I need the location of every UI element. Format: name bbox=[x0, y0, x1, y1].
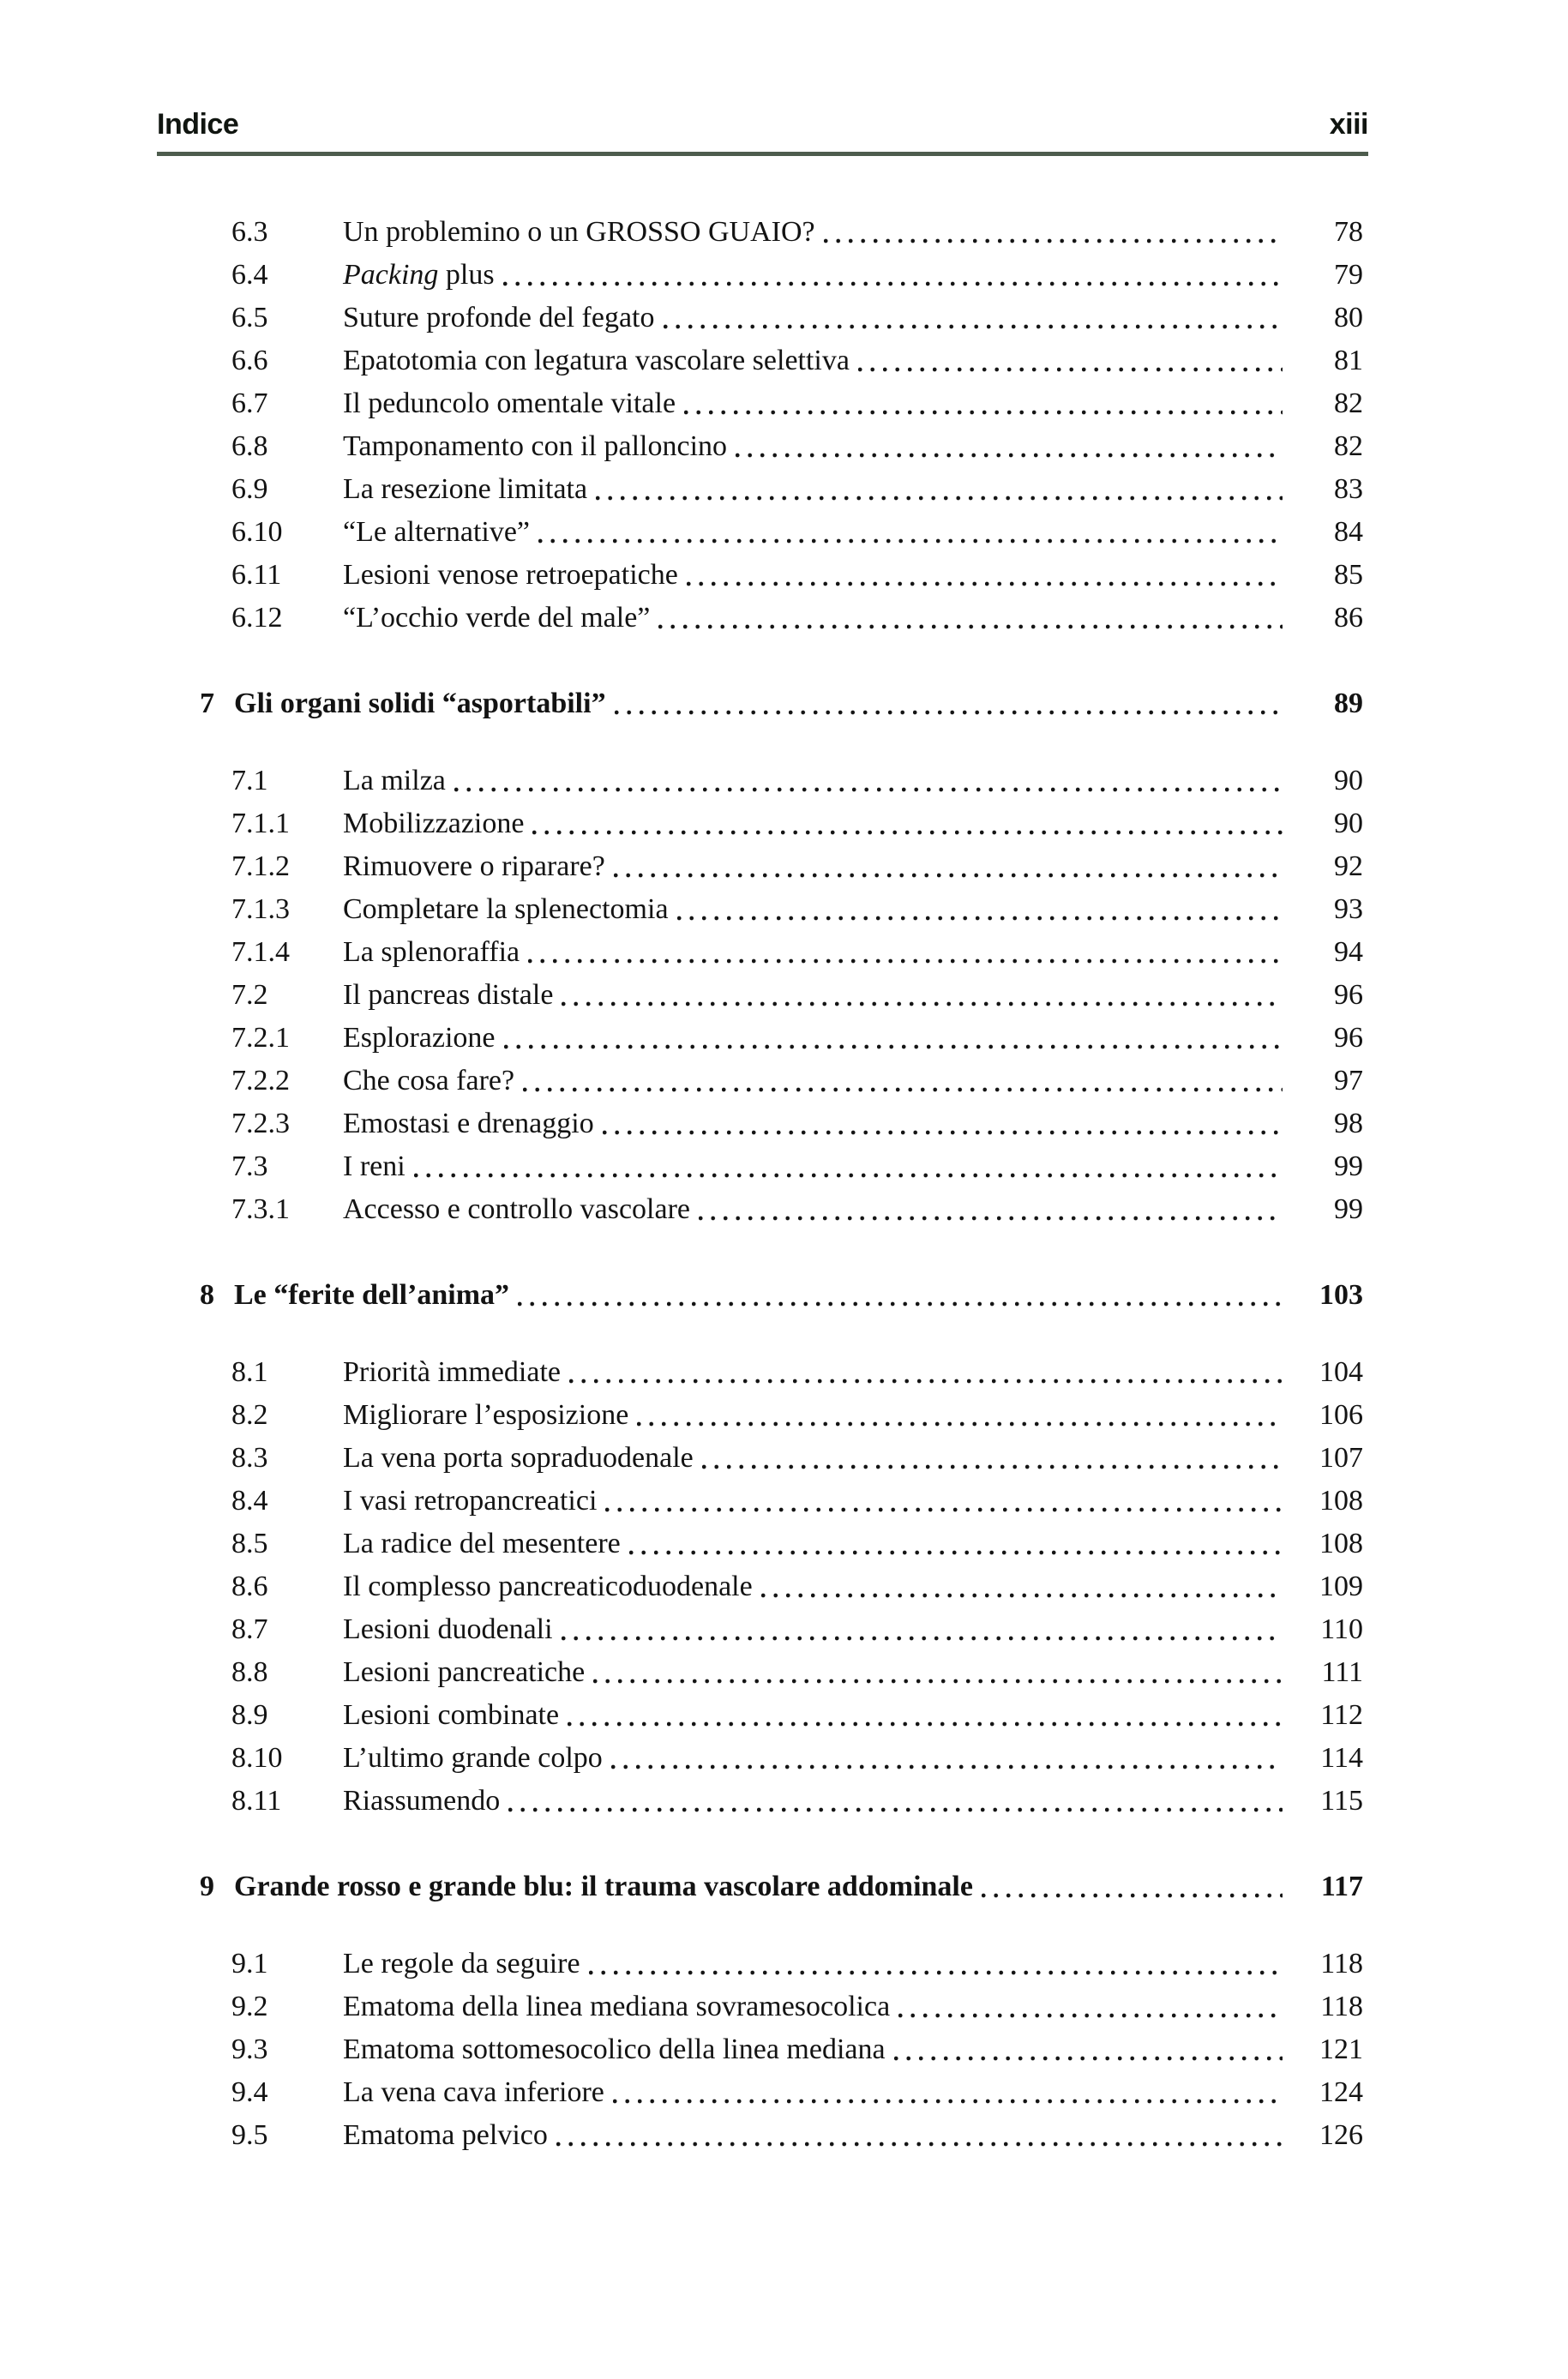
entry-page: 96 bbox=[1334, 1022, 1363, 1054]
entry-number: 8.2 bbox=[231, 1399, 268, 1431]
running-head-page-roman: xiii bbox=[1329, 108, 1368, 141]
entry-title: Che cosa fare? bbox=[343, 1065, 515, 1096]
entry-title: Gli organi solidi “asportabili” bbox=[234, 688, 606, 719]
toc-section-entry bbox=[231, 760, 1363, 802]
entry-number: 8.10 bbox=[231, 1742, 283, 1774]
dot-leader bbox=[603, 1130, 1283, 1135]
dot-leader bbox=[677, 916, 1283, 921]
entry-page: 108 bbox=[1319, 1485, 1363, 1517]
dot-leader bbox=[684, 410, 1283, 415]
page-header bbox=[157, 108, 1368, 141]
toc-section-entry bbox=[231, 1651, 1363, 1694]
entry-number: 6.11 bbox=[231, 559, 282, 591]
entry-page: 106 bbox=[1319, 1399, 1363, 1431]
dot-leader bbox=[637, 1421, 1283, 1427]
toc-section-entry bbox=[231, 425, 1363, 468]
dot-leader bbox=[518, 1301, 1283, 1307]
entry-page: 107 bbox=[1319, 1442, 1363, 1474]
entry-title: La splenoraffia bbox=[343, 936, 520, 968]
entry-title: L’ultimo grande colpo bbox=[343, 1742, 603, 1774]
entry-title: Emostasi e drenaggio bbox=[343, 1108, 594, 1139]
entry-title: I reni bbox=[343, 1150, 406, 1182]
dot-leader bbox=[736, 453, 1283, 458]
entry-title: Il complesso pancreaticoduodenale bbox=[343, 1571, 753, 1602]
entry-page: 110 bbox=[1320, 1613, 1363, 1645]
dot-leader bbox=[658, 624, 1283, 629]
dot-leader bbox=[982, 1893, 1283, 1898]
entry-page: 85 bbox=[1334, 559, 1363, 591]
toc-section-entry bbox=[231, 1188, 1363, 1231]
toc-section-entry bbox=[231, 1694, 1363, 1737]
entry-number: 8.7 bbox=[231, 1613, 268, 1645]
toc-section-entry bbox=[231, 254, 1363, 297]
entry-number: 9 bbox=[200, 1871, 214, 1902]
entry-page: 89 bbox=[1334, 688, 1363, 719]
toc-section-entry bbox=[231, 468, 1363, 511]
entry-page: 103 bbox=[1319, 1279, 1363, 1311]
entry-title: Migliorare l’esposizione bbox=[343, 1399, 629, 1431]
entry-title: “Le alternative” bbox=[343, 516, 531, 548]
entry-title: La radice del mesentere bbox=[343, 1528, 621, 1559]
header-rule bbox=[157, 152, 1368, 156]
toc-section-entry bbox=[231, 931, 1363, 974]
entry-title: Le “ferite dell’anima” bbox=[234, 1279, 510, 1311]
toc-section-entry bbox=[231, 2071, 1363, 2114]
entry-title: Riassumendo bbox=[343, 1785, 501, 1817]
dot-leader bbox=[664, 324, 1283, 329]
dot-leader bbox=[508, 1807, 1283, 1812]
dot-leader bbox=[593, 1679, 1283, 1684]
toc-section-entry bbox=[231, 1102, 1363, 1145]
entry-title: Esplorazione bbox=[343, 1022, 496, 1054]
running-head-title: Indice bbox=[157, 108, 239, 141]
entry-page: 94 bbox=[1334, 936, 1363, 968]
toc-list bbox=[200, 211, 1363, 2157]
dot-leader bbox=[504, 1044, 1283, 1049]
toc-section-entry bbox=[231, 339, 1363, 382]
dot-leader bbox=[562, 1636, 1283, 1641]
entry-number: 7.3.1 bbox=[231, 1193, 290, 1225]
entry-number: 6.6 bbox=[231, 345, 268, 376]
toc-section-entry bbox=[231, 597, 1363, 640]
dot-leader bbox=[569, 1379, 1283, 1384]
entry-title: Tamponamento con il palloncino bbox=[343, 430, 728, 462]
entry-title: Lesioni pancreatiche bbox=[343, 1656, 586, 1688]
entry-number: 9.4 bbox=[231, 2076, 268, 2108]
toc-section-entry bbox=[231, 1351, 1363, 1394]
toc-section-entry bbox=[231, 2114, 1363, 2157]
entry-number: 8.9 bbox=[231, 1699, 268, 1731]
entry-page: 121 bbox=[1319, 2034, 1363, 2065]
entry-page: 93 bbox=[1334, 893, 1363, 925]
entry-number: 9.3 bbox=[231, 2034, 268, 2065]
toc-section-entry bbox=[231, 1565, 1363, 1608]
toc-section-entry bbox=[231, 802, 1363, 845]
toc-chapter-entry bbox=[200, 1865, 1363, 1908]
dot-leader bbox=[605, 1507, 1283, 1512]
entry-page: 90 bbox=[1334, 808, 1363, 839]
dot-leader bbox=[894, 2056, 1283, 2061]
entry-number: 7.1.3 bbox=[231, 893, 290, 925]
dot-leader bbox=[761, 1593, 1283, 1598]
entry-page: 104 bbox=[1319, 1356, 1363, 1388]
entry-title: Lesioni duodenali bbox=[343, 1613, 553, 1645]
entry-number: 8.11 bbox=[231, 1785, 282, 1817]
entry-page: 109 bbox=[1319, 1571, 1363, 1602]
entry-page: 84 bbox=[1334, 516, 1363, 548]
entry-page: 115 bbox=[1320, 1785, 1363, 1817]
entry-page: 97 bbox=[1334, 1065, 1363, 1096]
entry-page: 99 bbox=[1334, 1193, 1363, 1225]
toc-section-entry bbox=[231, 554, 1363, 597]
entry-number: 7.2.2 bbox=[231, 1065, 290, 1096]
entry-number: 7.1.4 bbox=[231, 936, 290, 968]
toc-section-entry bbox=[231, 1017, 1363, 1060]
toc-section-entry bbox=[231, 297, 1363, 339]
entry-title: Un problemino o un GROSSO GUAIO? bbox=[343, 216, 815, 248]
entry-title: Lesioni combinate bbox=[343, 1699, 560, 1731]
toc-section-entry bbox=[231, 1737, 1363, 1780]
toc-section-entry bbox=[231, 1780, 1363, 1823]
toc-section-entry bbox=[231, 1480, 1363, 1523]
dot-leader bbox=[568, 1721, 1283, 1727]
entry-title: La milza bbox=[343, 765, 446, 796]
entry-number: 7.2.3 bbox=[231, 1108, 290, 1139]
toc-section-entry bbox=[231, 1394, 1363, 1437]
entry-page: 112 bbox=[1320, 1699, 1363, 1731]
entry-number: 6.9 bbox=[231, 473, 268, 505]
entry-title: Il pancreas distale bbox=[343, 979, 554, 1011]
entry-page: 79 bbox=[1334, 259, 1363, 291]
entry-page: 118 bbox=[1320, 1948, 1363, 1979]
entry-page: 82 bbox=[1334, 430, 1363, 462]
entry-page: 98 bbox=[1334, 1108, 1363, 1139]
dot-leader bbox=[615, 710, 1283, 715]
entry-title: Suture profonde del fegato bbox=[343, 302, 655, 333]
entry-number: 7.1.1 bbox=[231, 808, 290, 839]
entry-number: 8.1 bbox=[231, 1356, 268, 1388]
dot-leader bbox=[528, 958, 1283, 964]
entry-title: Completare la splenectomia bbox=[343, 893, 669, 925]
entry-page: 81 bbox=[1334, 345, 1363, 376]
entry-number: 7.3 bbox=[231, 1150, 268, 1182]
entry-title: Epatotomia con legatura vascolare selettiva bbox=[343, 345, 850, 376]
dot-leader bbox=[589, 1970, 1283, 1975]
dot-leader bbox=[614, 873, 1283, 878]
dot-leader bbox=[503, 281, 1283, 286]
entry-number: 9.5 bbox=[231, 2119, 268, 2151]
entry-number: 8.8 bbox=[231, 1656, 268, 1688]
entry-page: 124 bbox=[1319, 2076, 1363, 2108]
entry-number: 7.2 bbox=[231, 979, 268, 1011]
entry-number: 6.3 bbox=[231, 216, 268, 248]
dot-leader bbox=[454, 787, 1283, 792]
dot-leader bbox=[702, 1464, 1283, 1469]
entry-title: Priorità immediate bbox=[343, 1356, 561, 1388]
entry-page: 117 bbox=[1320, 1871, 1363, 1902]
dot-leader bbox=[687, 581, 1283, 586]
entry-number: 7.1 bbox=[231, 765, 268, 796]
entry-number: 6.4 bbox=[231, 259, 268, 291]
dot-leader bbox=[613, 2099, 1283, 2104]
entry-title: La vena porta sopraduodenale bbox=[343, 1442, 694, 1474]
entry-title: Il peduncolo omentale vitale bbox=[343, 387, 676, 419]
entry-title: Ematoma della linea mediana sovramesocolica bbox=[343, 1991, 891, 2022]
entry-number: 6.8 bbox=[231, 430, 268, 462]
dot-leader bbox=[556, 2142, 1283, 2147]
toc-section-entry bbox=[231, 1943, 1363, 1986]
dot-leader bbox=[596, 496, 1283, 501]
dot-leader bbox=[414, 1173, 1283, 1178]
entry-number: 9.2 bbox=[231, 1991, 268, 2022]
toc-section-entry bbox=[231, 1437, 1363, 1480]
toc-chapter-entry bbox=[200, 1274, 1363, 1317]
toc-section-entry bbox=[231, 974, 1363, 1017]
toc-section-entry bbox=[231, 1608, 1363, 1651]
entry-title-italic: Packing bbox=[343, 259, 439, 291]
toc-chapter-entry bbox=[200, 682, 1363, 725]
entry-page: 92 bbox=[1334, 850, 1363, 882]
entry-number: 7.1.2 bbox=[231, 850, 290, 882]
toc-section-entry bbox=[231, 382, 1363, 425]
toc-section-entry bbox=[231, 845, 1363, 888]
toc-section-entry bbox=[231, 1523, 1363, 1565]
entry-number: 8.5 bbox=[231, 1528, 268, 1559]
entry-number: 6.12 bbox=[231, 602, 283, 634]
dot-leader bbox=[611, 1764, 1283, 1769]
entry-page: 90 bbox=[1334, 765, 1363, 796]
dot-leader bbox=[562, 1001, 1283, 1006]
dot-leader bbox=[858, 367, 1283, 372]
entry-number: 8.4 bbox=[231, 1485, 268, 1517]
entry-title: Ematoma sottomesocolico della linea mediana bbox=[343, 2034, 886, 2065]
entry-title: Mobilizzazione bbox=[343, 808, 525, 839]
entry-number: 8.6 bbox=[231, 1571, 268, 1602]
entry-page: 108 bbox=[1319, 1528, 1363, 1559]
toc-section-entry bbox=[231, 1145, 1363, 1188]
entry-page: 86 bbox=[1334, 602, 1363, 634]
entry-title: Packing plus bbox=[343, 259, 495, 291]
entry-title: Rimuovere o riparare? bbox=[343, 850, 605, 882]
dot-leader bbox=[532, 830, 1283, 835]
entry-page: 78 bbox=[1334, 216, 1363, 248]
entry-number: 9.1 bbox=[231, 1948, 268, 1979]
dot-leader bbox=[699, 1216, 1283, 1221]
entry-page: 99 bbox=[1334, 1150, 1363, 1182]
toc-section-entry bbox=[231, 511, 1363, 554]
entry-page: 111 bbox=[1321, 1656, 1363, 1688]
entry-page: 83 bbox=[1334, 473, 1363, 505]
toc-section-entry bbox=[231, 2028, 1363, 2071]
entry-page: 126 bbox=[1319, 2119, 1363, 2151]
entry-number: 8 bbox=[200, 1279, 214, 1311]
toc-section-entry bbox=[231, 1986, 1363, 2028]
entry-title: “L’occhio verde del male” bbox=[343, 602, 651, 634]
entry-page: 96 bbox=[1334, 979, 1363, 1011]
entry-title: I vasi retropancreatici bbox=[343, 1485, 598, 1517]
entry-page: 80 bbox=[1334, 302, 1363, 333]
entry-title: Lesioni venose retroepatiche bbox=[343, 559, 678, 591]
dot-leader bbox=[629, 1550, 1283, 1555]
entry-title: Accesso e controllo vascolare bbox=[343, 1193, 690, 1225]
dot-leader bbox=[523, 1087, 1283, 1092]
entry-number: 6.7 bbox=[231, 387, 268, 419]
entry-title: Le regole da seguire bbox=[343, 1948, 580, 1979]
entry-page: 118 bbox=[1320, 1991, 1363, 2022]
entry-title: Ematoma pelvico bbox=[343, 2119, 548, 2151]
dot-leader bbox=[898, 2013, 1283, 2018]
entry-page: 82 bbox=[1334, 387, 1363, 419]
dot-leader bbox=[538, 538, 1283, 544]
toc-section-entry bbox=[231, 888, 1363, 931]
toc-section-entry bbox=[231, 211, 1363, 254]
entry-number: 7.2.1 bbox=[231, 1022, 290, 1054]
entry-title: Grande rosso e grande blu: il trauma vascolare addominale bbox=[234, 1871, 973, 1902]
entry-number: 8.3 bbox=[231, 1442, 268, 1474]
entry-number: 7 bbox=[200, 688, 214, 719]
entry-number: 6.10 bbox=[231, 516, 283, 548]
entry-title: La resezione limitata bbox=[343, 473, 588, 505]
entry-title: La vena cava inferiore bbox=[343, 2076, 604, 2108]
entry-page: 114 bbox=[1320, 1742, 1363, 1774]
toc-section-entry bbox=[231, 1060, 1363, 1102]
entry-number: 6.5 bbox=[231, 302, 268, 333]
dot-leader bbox=[824, 238, 1283, 243]
